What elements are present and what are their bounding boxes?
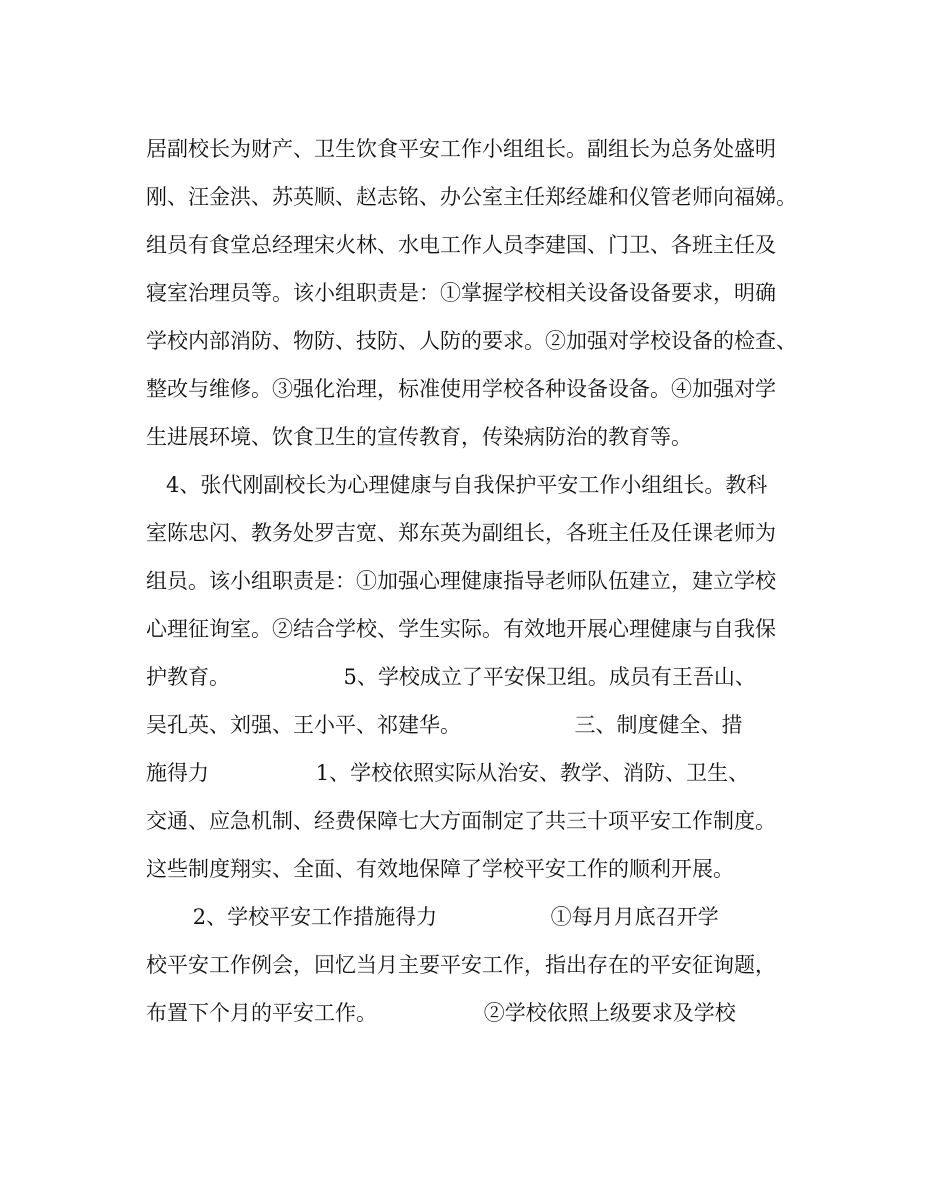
text-line: 居副校长为财产、卫生饮食平安工作小组组长。副组长为总务处盛明	[146, 137, 776, 161]
text-line: 心理征询室。②结合学校、学生实际。有效地开展心理健康与自我保	[146, 617, 776, 641]
text-line: 布置下个月的平安工作。 ②学校依照上级要求及学校	[146, 1001, 736, 1025]
text-line: 寝室治理员等。该小组职责是：①掌握学校相关设备设备要求，明确	[146, 281, 776, 305]
text-line: 4、张代刚副校长为心理健康与自我保护平安工作小组组长。教科	[146, 473, 768, 497]
text-line: 施得力 1、学校依照实际从治安、教学、消防、卫生、	[146, 761, 750, 785]
text-line: 学校内部消防、物防、技防、人防的要求。②加强对学校设备的检查、	[146, 329, 797, 353]
text-line: 吴孔英、刘强、王小平、祁建华。 三、制度健全、措	[146, 713, 743, 737]
text-line: 校平安工作例会，回忆当月主要平安工作，指出存在的平安征询题，	[146, 953, 776, 977]
text-line: 刚、汪金洪、苏英顺、赵志铭、办公室主任郑经雄和仪管老师向福娣。	[146, 185, 797, 209]
text-line: 整改与维修。③强化治理，标准使用学校各种设备设备。④加强对学	[146, 377, 776, 401]
text-line: 2、学校平安工作措施得力 ①每月月底召开学	[146, 905, 719, 929]
text-line: 这些制度翔实、全面、有效地保障了学校平安工作的顺利开展。	[146, 857, 734, 881]
body-text	[146, 125, 826, 1037]
text-line: 组员。该小组职责是：①加强心理健康指导老师队伍建立，建立学校	[146, 569, 776, 593]
text-line: 组员有食堂总经理宋火林、水电工作人员李建国、门卫、各班主任及	[146, 233, 776, 257]
text-line: 交通、应急机制、经费保障七大方面制定了共三十项平安工作制度。	[146, 809, 776, 833]
text-line: 护教育。 5、学校成立了平安保卫组。成员有王吾山、	[146, 665, 756, 689]
text-line: 生进展环境、饮食卫生的宣传教育，传染病防治的教育等。	[146, 425, 692, 449]
text-line: 室陈忠闪、教务处罗吉宽、郑东英为副组长，各班主任及任课老师为	[146, 521, 776, 545]
